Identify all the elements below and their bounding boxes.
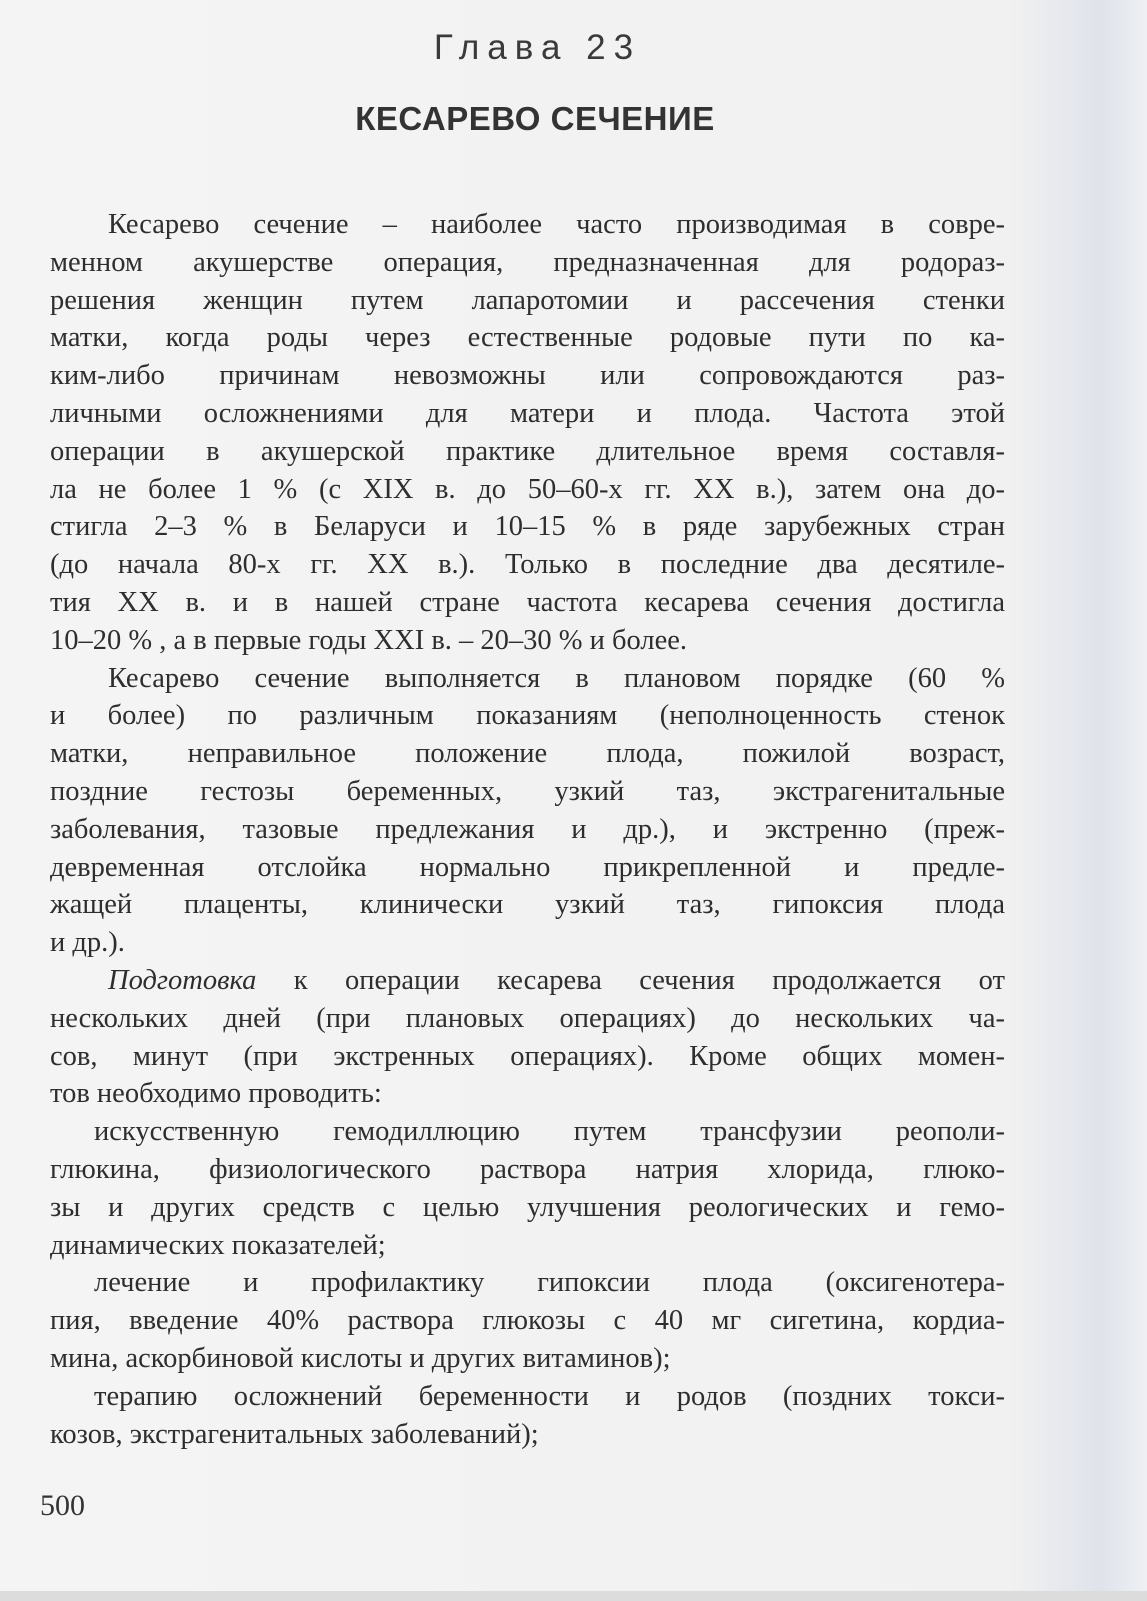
text-line: терапию осложнений беременности и родов (поздних токси- [94, 1380, 1005, 1412]
text-line: личными осложнениями для матери и плода. Частота этой [50, 397, 1005, 429]
chapter-label: Глава 23 [433, 28, 642, 67]
text-line: козов, экстрагенитальных заболеваний); [50, 1418, 539, 1450]
text-fragment: к операции кесарева сечения продолжается от [256, 964, 1005, 996]
text-line: стигла 2–3 % в Беларуси и 10–15 % в ряде зарубежных стран [50, 511, 1005, 543]
text-line: нескольких дней (при плановых операциях) до нескольких ча- [50, 1002, 1005, 1034]
text-line: Кесарево сечение выполняется в плановом порядке (60 % [108, 662, 1005, 694]
text-line: 10–20 % , а в первые годы XXI в. – 20–30 % и более. [50, 624, 688, 656]
text-line: тия XX в. и в нашей стране частота кесарева сечения достигла [50, 586, 1005, 618]
text-line: и др.). [50, 927, 125, 959]
list-item [50, 1264, 1005, 1377]
body-text [50, 206, 1005, 1453]
text-line: заболевания, тазовые предлежания и др.), и экстренно (преж- [50, 813, 1005, 845]
page-bottom-edge [0, 1591, 1147, 1601]
chapter-title: КЕСАРЕВО СЕЧЕНИЕ [355, 100, 715, 137]
page-number: 500 [40, 1489, 85, 1522]
text-line: ким-либо причинам невозможны или сопровождаются раз- [50, 360, 1005, 392]
paragraph-3 [50, 962, 1005, 1113]
text-line: тов необходимо проводить: [50, 1078, 382, 1110]
text-line [50, 962, 1005, 1000]
text-line: (до начала 80-х гг. XX в.). Только в последние два десятиле- [50, 549, 1005, 581]
text-line: ла не более 1 % (с XIX в. до 50–60-х гг. XX в.), затем она до- [50, 473, 1005, 505]
text-line: операции в акушерской практике длительное время составля- [50, 435, 1005, 467]
list-item [50, 1113, 1005, 1264]
text-line: матки, когда роды через естественные родовые пути по ка- [50, 322, 1005, 354]
text-line: искусственную гемодиллюцию путем трансфузии реополи- [94, 1116, 1005, 1148]
text-line: зы и других средств с целью улучшения реологических и гемо- [50, 1191, 1005, 1223]
text-line: Кесарево сечение – наиболее часто производимая в совре- [108, 209, 1005, 240]
text-line: сов, минут (при экстренных операциях). Кроме общих момен- [50, 1040, 1005, 1072]
text-line: мина, аскорбиновой кислоты и других витаминов); [50, 1342, 671, 1374]
text-line: менном акушерстве операция, предназначенная для родораз- [50, 246, 1005, 278]
paragraph-1 [50, 206, 1005, 660]
paragraph-2 [50, 660, 1005, 962]
text-line: решения женщин путем лапаротомии и рассечения стенки [50, 284, 1005, 316]
text-line: девременная отслойка нормально прикрепленной и предле- [50, 851, 1005, 883]
text-line: пия, введение 40% раствора глюкозы с 40 мг сигетина, кордиа- [50, 1305, 1005, 1337]
text-line: и более) по различным показаниям (неполноценность стенок [50, 700, 1005, 732]
text-line: глюкина, физиологического раствора натрия хлорида, глюко- [50, 1153, 1005, 1185]
text-line: лечение и профилактику гипоксии плода (оксигенотера- [94, 1267, 1005, 1299]
text-line: матки, неправильное положение плода, пожилой возраст, [50, 738, 1005, 770]
text-line: динамических показателей; [50, 1229, 386, 1261]
text-line: поздние гестозы беременных, узкий таз, экстрагенитальные [50, 775, 1005, 807]
text-line: жащей плаценты, клинически узкий таз, гипоксия плода [50, 889, 1005, 921]
emphasis-term: Подготовка [108, 964, 257, 996]
list-item [50, 1378, 1005, 1454]
